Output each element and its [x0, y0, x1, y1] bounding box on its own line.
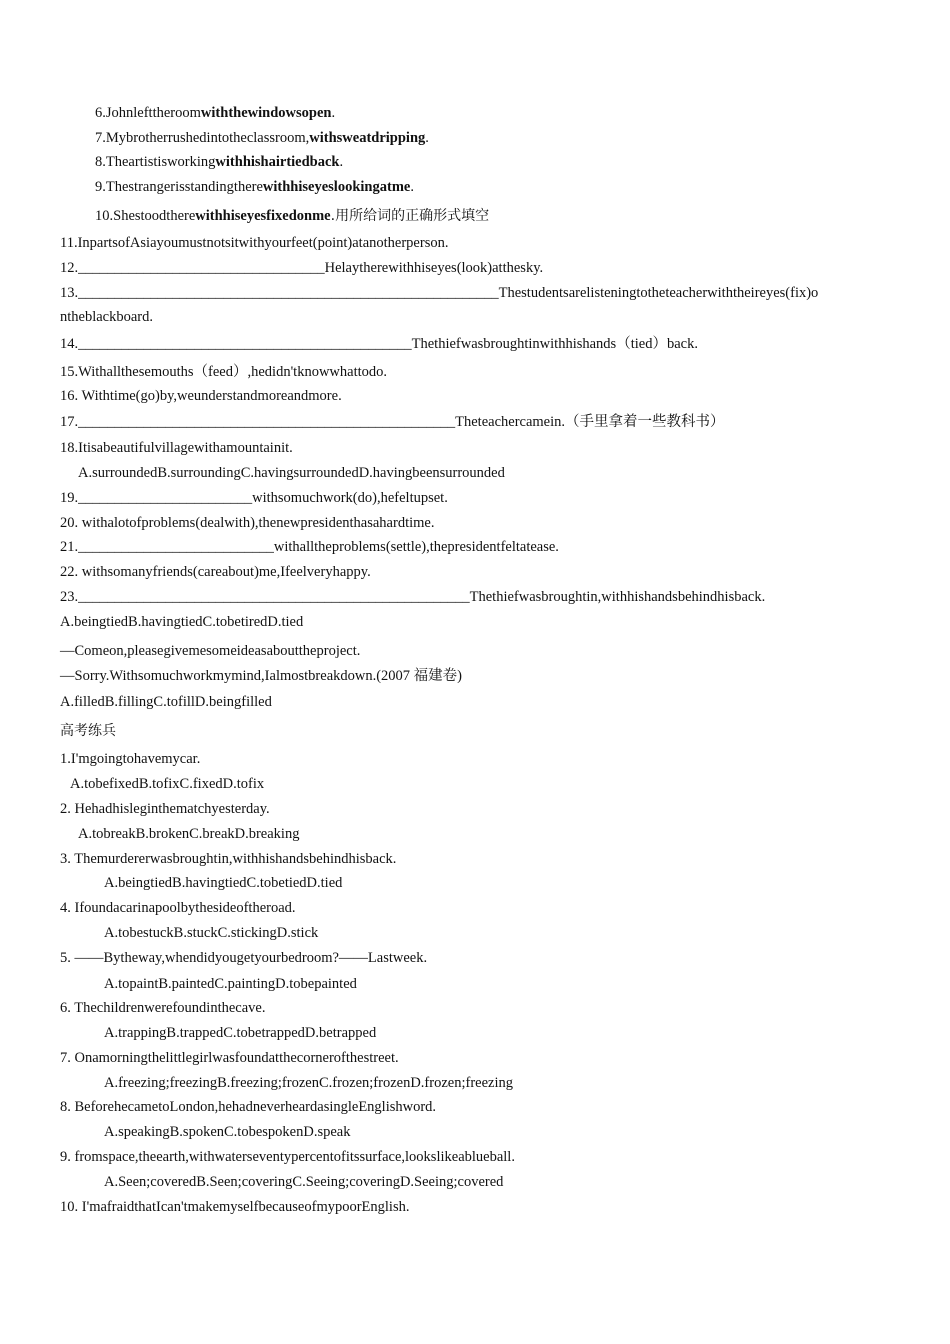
practice-1: 1.I'mgoingtohavemycar. [60, 751, 201, 767]
question-22: 22. withsomanyfriends(careabout)me,Ifeelveryhappy. [60, 564, 371, 580]
practice-7: 7. Onamorningthelittlegirlwasfoundatthecornerofthestreet. [60, 1050, 399, 1066]
question-13: 13.__________________________________________________________Thestudentsarelisteningtotheteacherwiththeireyes(fix)o [60, 285, 819, 301]
question-17: 17.____________________________________________________Theteachercamein.（手里拿着一些教科书） [60, 414, 725, 430]
section-heading: 高考练兵 [60, 723, 116, 739]
dialogue-options: A.filledB.fillingC.tofillD.beingfilled [60, 694, 272, 710]
dialogue-line-2: —Sorry.Withsomuchworkmymind,Ialmostbreakdown.(2007 福建卷) [60, 668, 463, 684]
text-line: 9.Thestrangerisstandingtherewithhiseyeslookingatme. [95, 179, 414, 195]
practice-5: 5. ——Bytheway,whendidyougetyourbedroom?——Lastweek. [60, 950, 428, 966]
practice-8: 8. BeforehecametoLondon,hehadneverheardasingleEnglishword. [60, 1099, 437, 1115]
practice-9-options: A.Seen;coveredB.Seen;coveringC.Seeing;coveringD.Seeing;covered [104, 1174, 504, 1190]
practice-9: 9. fromspace,theearth,withwaterseventypercentofitssurface,lookslikeablueball. [60, 1149, 515, 1165]
text-line: 6.Johnlefttheroomwiththewindowsopen. [95, 105, 336, 121]
practice-3: 3. Themurdererwasbroughtin,withhishandsbehindhisback. [60, 851, 397, 867]
question-23: 23.______________________________________________________Thethiefwasbroughtin,withhishandsbehindhisback. [60, 589, 766, 605]
question-23-options: A.beingtiedB.havingtiedC.tobetiredD.tied [60, 614, 304, 630]
practice-3-options: A.beingtiedB.havingtiedC.tobetiedD.tied [104, 875, 343, 891]
text-line: 7.Mybrotherrushedintotheclassroom,withsweatdripping. [95, 130, 429, 146]
practice-1-options: A.tobefixedB.tofixC.fixedD.tofix [70, 776, 265, 792]
question-12: 12.__________________________________Helaytherewithhiseyes(look)atthesky. [60, 260, 544, 276]
question-18-options: A.surroundedB.surroundingC.havingsurroundedD.havingbeensurrounded [78, 465, 505, 481]
question-20: 20. withalotofproblems(dealwith),thenewpresidenthasahardtime. [60, 515, 435, 531]
practice-6: 6. Thechildrenwerefoundinthecave. [60, 1000, 266, 1016]
question-18: 18.Itisabeautifulvillagewithamountainit. [60, 440, 293, 456]
question-11: 11.InpartsofAsiayoumustnotsitwithyourfeet(point)atanotherperson. [60, 235, 449, 251]
text-line: 10.Shestoodtherewithhiseyesfixedonme.用所给词的正确形式填空 [95, 208, 490, 224]
practice-4: 4. Ifoundacarinapoolbythesideoftheroad. [60, 900, 296, 916]
practice-5-options: A.topaintB.paintedC.paintingD.tobepainted [104, 976, 357, 992]
practice-2-options: A.tobreakB.brokenC.breakD.breaking [78, 826, 300, 842]
practice-8-options: A.speakingB.spokenC.tobespokenD.speak [104, 1124, 351, 1140]
practice-4-options: A.tobestuckB.stuckC.stickingD.stick [104, 925, 319, 941]
question-13-cont: ntheblackboard. [60, 309, 154, 325]
question-16: 16. Withtime(go)by,weunderstandmoreandmore. [60, 388, 342, 404]
practice-2: 2. Hehadhisleginthematchyesterday. [60, 801, 270, 817]
question-21: 21.___________________________withalltheproblems(settle),thepresidentfeltatease. [60, 539, 559, 555]
text-line: 8.Theartistisworkingwithhishairtiedback. [95, 154, 344, 170]
practice-10: 10. I'mafraidthatIcan'tmakemyselfbecauseofmypoorEnglish. [60, 1199, 410, 1215]
question-14: 14.______________________________________________Thethiefwasbroughtinwithhishands（tied）back. [60, 336, 698, 352]
practice-6-options: A.trappingB.trappedC.tobetrappedD.betrapped [104, 1025, 377, 1041]
question-15: 15.Withallthesemouths（feed）,hedidn'tknowwhattodo. [60, 364, 388, 380]
question-19: 19.________________________withsomuchwork(do),hefeltupset. [60, 490, 448, 506]
dialogue-line-1: —Comeon,pleasegivemesomeideasabouttheproject. [60, 643, 361, 659]
practice-7-options: A.freezing;freezingB.freezing;frozenC.frozen;frozenD.frozen;freezing [104, 1075, 513, 1091]
